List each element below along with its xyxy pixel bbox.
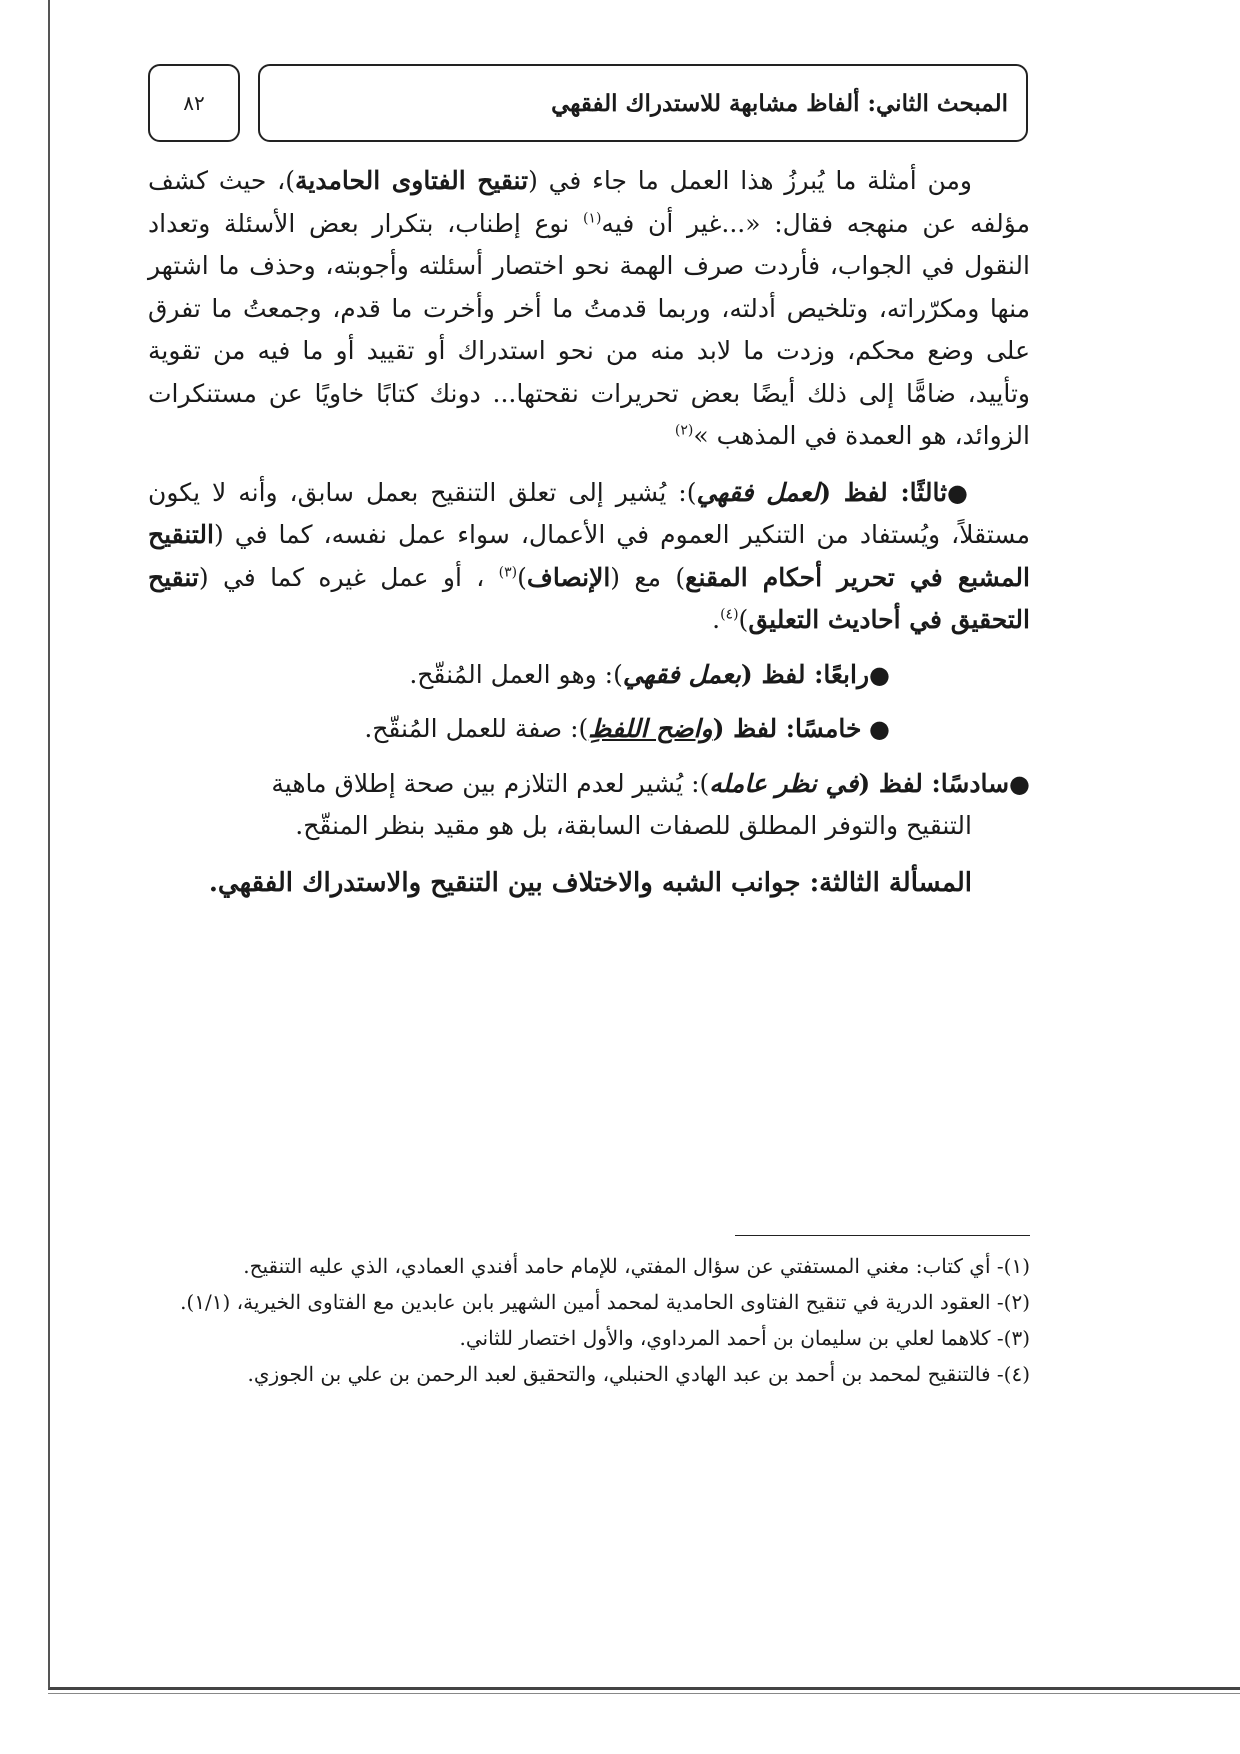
- page-number-box: [148, 64, 240, 142]
- term: بعمل فقهي: [622, 659, 741, 689]
- text-run: ، أو عمل غيره كما في (: [198, 562, 499, 592]
- body-text: [148, 160, 1030, 904]
- text-run: ): وهو العمل المُنقّح.: [409, 659, 623, 689]
- text-run: ): [517, 562, 527, 592]
- text-run: ): يُشير إلى تعلق التنقيح بعمل سابق، وأنه لا يكون مستقلاً، ويُستفاد من التنكير العموم في الأعمال، سواء عمل نفسه، كما في (: [148, 477, 1030, 549]
- text-run: .: [712, 605, 721, 634]
- footnote-ref: (٤): [720, 606, 739, 623]
- footnote-2: [148, 1284, 1030, 1320]
- paragraph-quote: [148, 160, 1030, 458]
- bullet-icon: ●: [1009, 769, 1030, 798]
- text-run: نوع إطناب، بتكرار بعض الأسئلة وتعداد النقول في الجواب، فأردت صرف الهمة نحو اختصار أسئلته وأجوبته، وحذف ما اشتهر منها ومكرّراته، وتلخيص أدلته، وربما قدمتُ ما أخر وأخرت ما قدم، وجمعتُ ما تفرق على وضع محكم، وزدت ما لابد منه من نحو استدراك أو تقييد أو ما فيه من تقوية وتأييد، ضامًّا إلى ذلك أيضًا بعض تحريرات نقحتها... دونك كتابًا خاويًا عن مستنكرات الزوائد، هو العمدة في المذهب »: [148, 208, 1030, 450]
- paragraph-third: [148, 472, 1030, 642]
- footnote-separator: [735, 1235, 1030, 1236]
- footnote-3: [148, 1320, 1030, 1356]
- footnote-mark: (٢)-: [990, 1290, 1030, 1314]
- term: واضح اللفظِ: [588, 714, 713, 743]
- text-run: ) مع (: [610, 562, 686, 592]
- item-label: رابعًا: لفظ (: [740, 659, 870, 689]
- item-label: سادسًا: لفظ (: [858, 768, 1010, 798]
- text-run: ): [738, 605, 749, 634]
- footnote-mark: (٤)-: [990, 1362, 1030, 1386]
- page-number: ٨٢: [183, 91, 205, 115]
- bullet-icon: ●: [947, 478, 973, 507]
- text-run: التنقيح والتوفر المطلق للصفات السابقة، بل هو مقيد بنظر المنقّح.: [295, 811, 972, 840]
- footnote-text: أي كتاب: مغني المستفتي عن سؤال المفتي، للإمام حامد أفندي العمادي، الذي عليه التنقيح.: [243, 1254, 991, 1278]
- term: لعمل فقهي: [696, 477, 820, 507]
- item-label: ثالثًا: لفظ (: [819, 477, 948, 507]
- book-title: تنقيح الفتاوى الحامدية: [294, 166, 529, 195]
- footnote-ref: (١): [582, 210, 602, 227]
- text-run: ): صفة للعمل المُنقّح.: [364, 714, 589, 743]
- book-title: تنقيح التحقيق في أحاديث التعليق: [148, 562, 1030, 634]
- text-run: ): يُشير لعدم التلازم بين صحة إطلاق ماهية: [271, 768, 710, 798]
- section-heading: المسألة الثالثة: جوانب الشبه والاختلاف بين التنقيح والاستدراك الفقهي.: [208, 867, 972, 898]
- running-header: [258, 64, 1028, 142]
- bullet-icon: ●: [861, 715, 890, 743]
- book-title: الإنصاف: [526, 562, 611, 592]
- text-run: ومن أمثلة ما يُبرزُ هذا العمل ما جاء في (: [528, 166, 972, 195]
- footnote-text: فالتنقيح لمحمد بن أحمد بن عبد الهادي الحنبلي، والتحقيق لعبد الرحمن بن علي بن الجوزي.: [247, 1362, 991, 1386]
- book-title: التنقيح المشبع في تحرير أحكام المقنع: [148, 520, 1030, 592]
- footnote-text: كلاهما لعلي بن سليمان بن أحمد المرداوي، والأول اختصار للثاني.: [459, 1326, 991, 1350]
- item-label: خامسًا: لفظ (: [712, 714, 862, 743]
- paragraph-sixth: [148, 763, 1030, 848]
- footnote-4: [148, 1356, 1030, 1392]
- footnote-1: [148, 1248, 1030, 1284]
- footnote-mark: (١)-: [990, 1254, 1030, 1278]
- term: في نظر عامله: [709, 768, 859, 798]
- footnote-ref: (٣): [498, 564, 518, 581]
- footnote-ref: (٢): [674, 422, 694, 439]
- footnote-text: العقود الدرية في تنقيح الفتاوى الحامدية لمحمد أمين الشهير بابن عابدين مع الفتاوى الخيرية، (١/١).: [180, 1290, 991, 1314]
- footnote-mark: (٣)-: [990, 1326, 1030, 1350]
- text-run: )، حيث كشف مؤلفه عن منهجه فقال: «...غير أن فيه: [148, 166, 1031, 238]
- paragraph-fifth: [148, 708, 1030, 751]
- bullet-icon: ●: [869, 660, 890, 689]
- footnotes: [148, 1248, 1030, 1392]
- running-header-title: المبحث الثاني: ألفاظ مشابهة للاستدراك الفقهي: [551, 89, 1008, 117]
- paragraph-fourth: [148, 654, 1030, 697]
